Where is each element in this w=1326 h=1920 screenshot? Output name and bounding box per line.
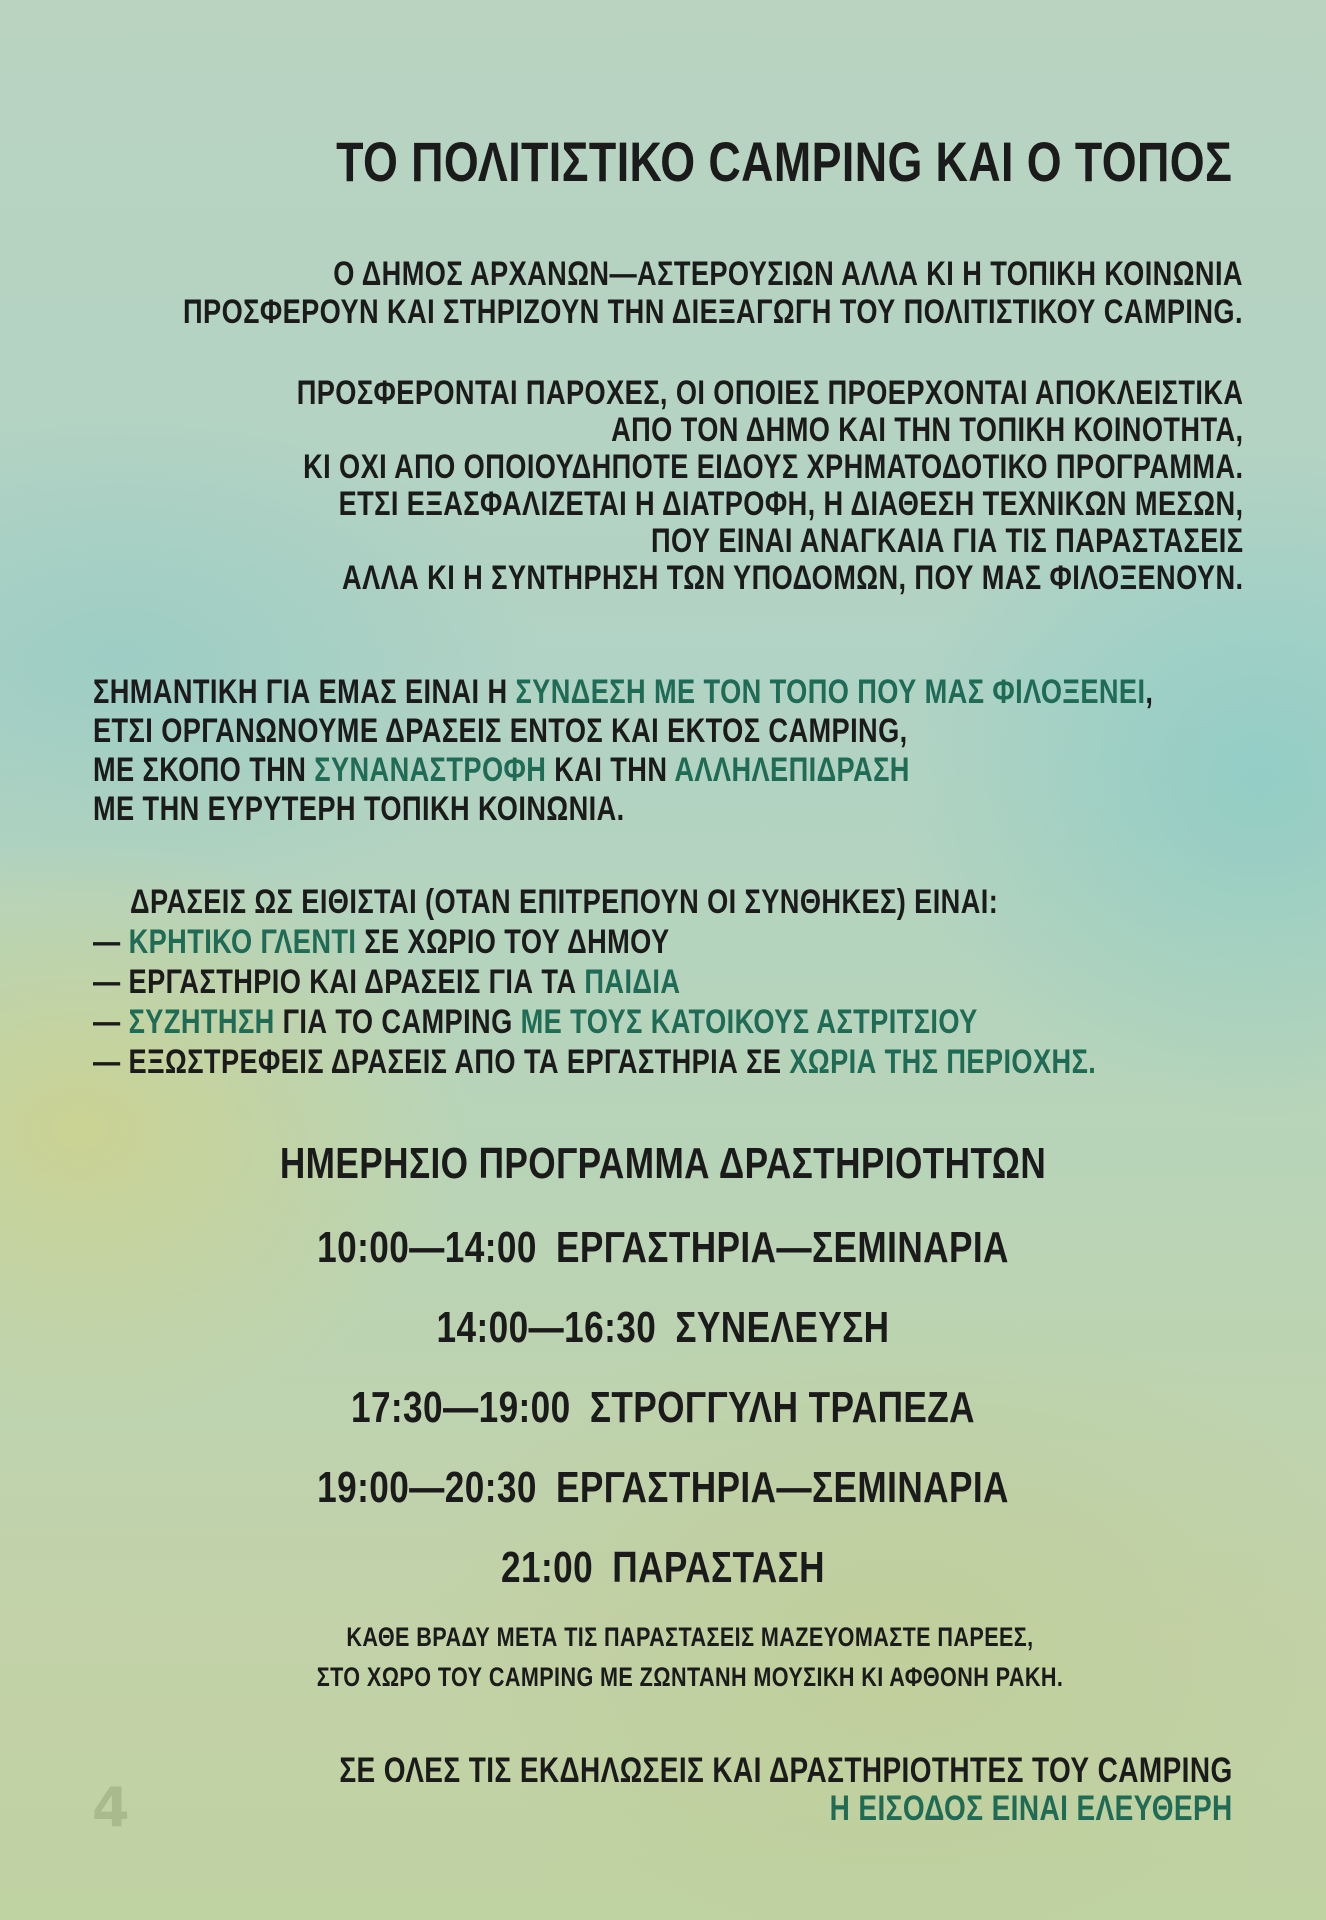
offers-paragraph xyxy=(296,375,1243,597)
schedule-time: 14:00—16:30 xyxy=(436,1303,657,1352)
evenings-line: ΚΑΘΕ ΒΡΑΔΥ ΜΕΤΑ ΤΙΣ ΠΑΡΑΣΤΑΣΕΙΣ ΜΑΖΕΥΟΜΑΣΤΕ ΠΑΡΕΕΣ, xyxy=(346,1622,1034,1652)
list-item: — ΣΥΖΗΤΗΣΗ ΓΙΑ ΤΟ CAMPING ΜΕ ΤΟΥΣ ΚΑΤΟΙΚΟΥΣ ΑΣΤΡΙΤΣΙΟΥ xyxy=(93,1003,978,1041)
offers-line: ΕΤΣΙ ΕΞΑΣΦΑΛΙΖΕΤΑΙ Η ΔΙΑΤΡΟΦΗ, Η ΔΙΑΘΕΣΗ ΤΕΧΝΙΚΩΝ ΜΕΣΩΝ, xyxy=(338,485,1243,523)
schedule-item xyxy=(133,1542,1194,1594)
intro-line: Ο ΔΗΜΟΣ ΑΡΧΑΝΩΝ—ΑΣΤΕΡΟΥΣΙΩΝ ΑΛΛΑ ΚΙ Η ΤΟΠΙΚΗ ΚΟΙΝΩΝΙΑ xyxy=(333,255,1243,293)
connection-line: ΣΗΜΑΝΤΙΚΗ ΓΙΑ ΕΜΑΣ ΕΙΝΑΙ Η ΣΥΝΔΕΣΗ ΜΕ ΤΟΝ ΤΟΠΟ ΠΟΥ ΜΑΣ ΦΙΛΟΞΕΝΕΙ, xyxy=(93,673,1154,711)
footer-note xyxy=(340,1752,1233,1828)
schedule-time: 19:00—20:30 xyxy=(317,1463,537,1512)
offers-line: ΠΡΟΣΦΕΡΟΝΤΑΙ ΠΑΡΟΧΕΣ, ΟΙ ΟΠΟΙΕΣ ΠΡΟΕΡΧΟΝΤΑΙ ΑΠΟΚΛΕΙΣΤΙΚΑ xyxy=(296,374,1243,412)
list-item: — ΚΡΗΤΙΚΟ ΓΛΕΝΤΙ ΣΕ ΧΩΡΙΟ ΤΟΥ ΔΗΜΟΥ xyxy=(93,923,670,961)
highlight-text: ΚΡΗΤΙΚΟ ΓΛΕΝΤΙ xyxy=(128,923,357,961)
schedule-item xyxy=(133,1462,1194,1514)
connection-line: ΜΕ ΣΚΟΠΟ ΤΗΝ ΣΥΝΑΝΑΣΤΡΟΦΗ ΚΑΙ ΤΗΝ ΑΛΛΗΛΕΠΙΔΡΑΣΗ xyxy=(93,751,910,789)
schedule-time: 17:30—19:00 xyxy=(350,1383,571,1432)
actions-intro: ΔΡΑΣΕΙΣ ΩΣ ΕΙΘΙΣΤΑΙ (ΟΤΑΝ ΕΠΙΤΡΕΠΟΥΝ ΟΙ ΣΥΝΘΗΚΕΣ) ΕΙΝΑΙ: xyxy=(130,883,999,921)
schedule-activity: ΣΤΡΟΓΓΥΛΗ ΤΡΑΠΕΖΑ xyxy=(589,1383,976,1432)
connection-paragraph xyxy=(93,673,1153,829)
schedule-item xyxy=(133,1302,1194,1354)
list-item: — ΕΡΓΑΣΤΗΡΙΟ ΚΑΙ ΔΡΑΣΕΙΣ ΓΙΑ ΤΑ ΠΑΙΔΙΑ xyxy=(93,963,681,1001)
highlight-text: ΠΑΙΔΙΑ xyxy=(584,963,681,1001)
highlight-text: ΣΥΝΑΝΑΣΤΡΟΦΗ xyxy=(314,751,547,789)
schedule-time: 21:00 xyxy=(501,1543,594,1592)
offers-line: ΑΛΛΑ ΚΙ Η ΣΥΝΤΗΡΗΣΗ ΤΩΝ ΥΠΟΔΟΜΩΝ, ΠΟΥ ΜΑΣ ΦΙΛΟΞΕΝΟΥΝ. xyxy=(341,559,1244,597)
highlight-text: ΑΛΛΗΛΕΠΙΔΡΑΣΗ xyxy=(674,751,910,789)
highlight-text: ΜΕ ΤΟΥΣ ΚΑΤΟΙΚΟΥΣ ΑΣΤΡΙΤΣΙΟΥ xyxy=(520,1003,978,1041)
list-item: — ΕΞΩΣΤΡΕΦΕΙΣ ΔΡΑΣΕΙΣ ΑΠΟ ΤΑ ΕΡΓΑΣΤΗΡΙΑ ΣΕ ΧΩΡΙΑ ΤΗΣ ΠΕΡΙΟΧΗΣ. xyxy=(93,1043,1097,1081)
evenings-note xyxy=(138,1617,1242,1697)
schedule-item xyxy=(133,1382,1194,1434)
highlight-text: ΣΥΝΔΕΣΗ ΜΕ ΤΟΝ ΤΟΠΟ ΠΟΥ ΜΑΣ ΦΙΛΟΞΕΝΕΙ xyxy=(515,673,1146,711)
schedule-activity: ΕΡΓΑΣΤΗΡΙΑ—ΣΕΜΙΝΑΡΙΑ xyxy=(556,1463,1009,1512)
schedule-title: ΗΜΕΡΗΣΙΟ ΠΡΟΓΡΑΜΜΑ ΔΡΑΣΤΗΡΙΟΤΗΤΩΝ xyxy=(279,1139,1047,1188)
schedule-activity: ΣΥΝΕΛΕΥΣΗ xyxy=(675,1303,890,1352)
highlight-text: ΧΩΡΙΑ ΤΗΣ ΠΕΡΙΟΧΗΣ. xyxy=(789,1043,1097,1081)
offers-line: ΑΠΟ ΤΟΝ ΔΗΜΟ ΚΑΙ ΤΗΝ ΤΟΠΙΚΗ ΚΟΙΝΟΤΗΤΑ, xyxy=(610,411,1243,449)
footer-line: ΣΕ ΟΛΕΣ ΤΙΣ ΕΚΔΗΛΩΣΕΙΣ ΚΑΙ ΔΡΑΣΤΗΡΙΟΤΗΤΕΣ ΤΟΥ CAMPING xyxy=(339,1751,1233,1790)
offers-line: ΠΟΥ ΕΙΝΑΙ ΑΝΑΓΚΑΙΑ ΓΙΑ ΤΙΣ ΠΑΡΑΣΤΑΣΕΙΣ xyxy=(650,522,1243,560)
actions-list xyxy=(93,922,1096,1082)
page-title: ΤΟ ΠΟΛΙΤΙΣΤΙΚΟ CAMPING ΚΑΙ Ο ΤΟΠΟΣ xyxy=(335,130,1232,193)
intro-paragraph xyxy=(183,255,1243,331)
intro-line: ΠΡΟΣΦΕΡΟΥΝ ΚΑΙ ΣΤΗΡΙΖΟΥΝ ΤΗΝ ΔΙΕΞΑΓΩΓΗ ΤΟΥ ΠΟΛΙΤΙΣΤΙΚΟΥ CAMPING. xyxy=(183,293,1243,331)
connection-line: ΕΤΣΙ ΟΡΓΑΝΩΝΟΥΜΕ ΔΡΑΣΕΙΣ ΕΝΤΟΣ ΚΑΙ ΕΚΤΟΣ CAMPING, xyxy=(93,712,908,750)
connection-line: ΜΕ ΤΗΝ ΕΥΡΥΤΕΡΗ ΤΟΠΙΚΗ ΚΟΙΝΩΝΙΑ. xyxy=(93,790,625,828)
highlight-text: ΣΥΖΗΤΗΣΗ xyxy=(128,1003,275,1041)
schedule-time: 10:00—14:00 xyxy=(317,1223,537,1272)
page-number: 4 xyxy=(92,1776,130,1839)
schedule-activity: ΕΡΓΑΣΤΗΡΙΑ—ΣΕΜΙΝΑΡΙΑ xyxy=(556,1223,1009,1272)
schedule-item xyxy=(133,1222,1194,1274)
free-entry-text: Η ΕΙΣΟΔΟΣ ΕΙΝΑΙ ΕΛΕΥΘΕΡΗ xyxy=(829,1789,1233,1828)
offers-line: ΚΙ ΟΧΙ ΑΠΟ ΟΠΟΙΟΥΔΗΠΟΤΕ ΕΙΔΟΥΣ ΧΡΗΜΑΤΟΔΟΤΙΚΟ ΠΡΟΓΡΑΜΜΑ. xyxy=(302,448,1243,486)
evenings-line: ΣΤΟ ΧΩΡΟ ΤΟΥ CAMPING ΜΕ ΖΩΝΤΑΝΗ ΜΟΥΣΙΚΗ ΚΙ ΑΦΘΟΝΗ ΡΑΚΗ. xyxy=(316,1662,1064,1692)
schedule-activity: ΠΑΡΑΣΤΑΣΗ xyxy=(612,1543,825,1592)
